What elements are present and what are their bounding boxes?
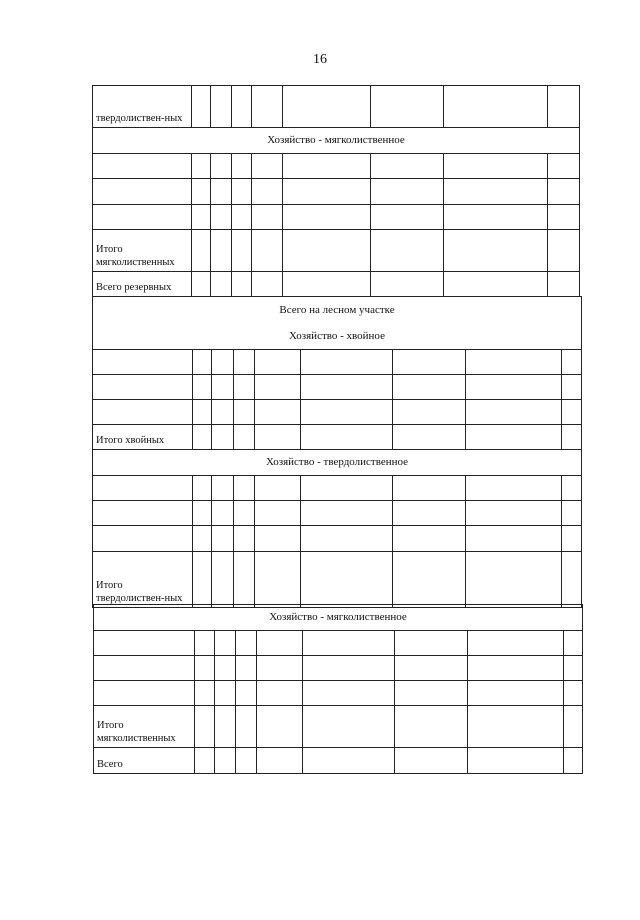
table-row <box>93 425 582 450</box>
table-row <box>93 375 582 400</box>
section-row <box>94 605 583 631</box>
page-number: 16 <box>313 52 327 67</box>
table-row <box>93 272 580 297</box>
form-table-softwood <box>93 604 583 774</box>
section-row <box>93 297 582 350</box>
table-row <box>94 631 583 656</box>
table-row <box>93 230 580 272</box>
section-title-softwood: Хозяйство - мягколиственное <box>93 128 580 154</box>
table-row <box>93 501 582 526</box>
section-title-softwood-2: Хозяйство - мягколиственное <box>94 605 583 631</box>
table-row <box>93 476 582 501</box>
section-row <box>93 450 582 476</box>
form-table-reserve <box>92 85 580 297</box>
table-row <box>93 526 582 552</box>
table-row <box>93 400 582 425</box>
row-label-total-softwood: Итого мягколиственных <box>93 230 192 272</box>
table-row <box>94 706 583 748</box>
row-label-total: Всего <box>94 748 195 774</box>
table-row <box>93 205 580 230</box>
table-row <box>93 552 582 608</box>
table-row <box>93 350 582 375</box>
row-label-total-reserve: Всего резервных <box>93 272 192 297</box>
table-row <box>94 656 583 681</box>
section-title-plot <box>93 297 582 350</box>
table-row <box>93 86 580 128</box>
row-label-total-softwood-2: Итого мягколиственных <box>94 706 195 748</box>
section-title-plot-total: Всего на лесном участке <box>279 304 395 316</box>
row-label-hardwood-cont: твердолиствен-ных <box>93 86 192 128</box>
section-title-hardwood: Хозяйство - твердолиственное <box>93 450 582 476</box>
table-row <box>93 179 580 205</box>
section-title-conifer: Хозяйство - хвойное <box>289 330 385 342</box>
row-label-total-conifer: Итого хвойных <box>93 425 193 450</box>
form-table-plot-total <box>92 296 582 608</box>
table-row <box>94 748 583 774</box>
section-row <box>93 128 580 154</box>
row-label-total-hardwood: Итого твердолиствен-ных <box>93 552 193 608</box>
table-row <box>93 154 580 179</box>
table-row <box>94 681 583 706</box>
